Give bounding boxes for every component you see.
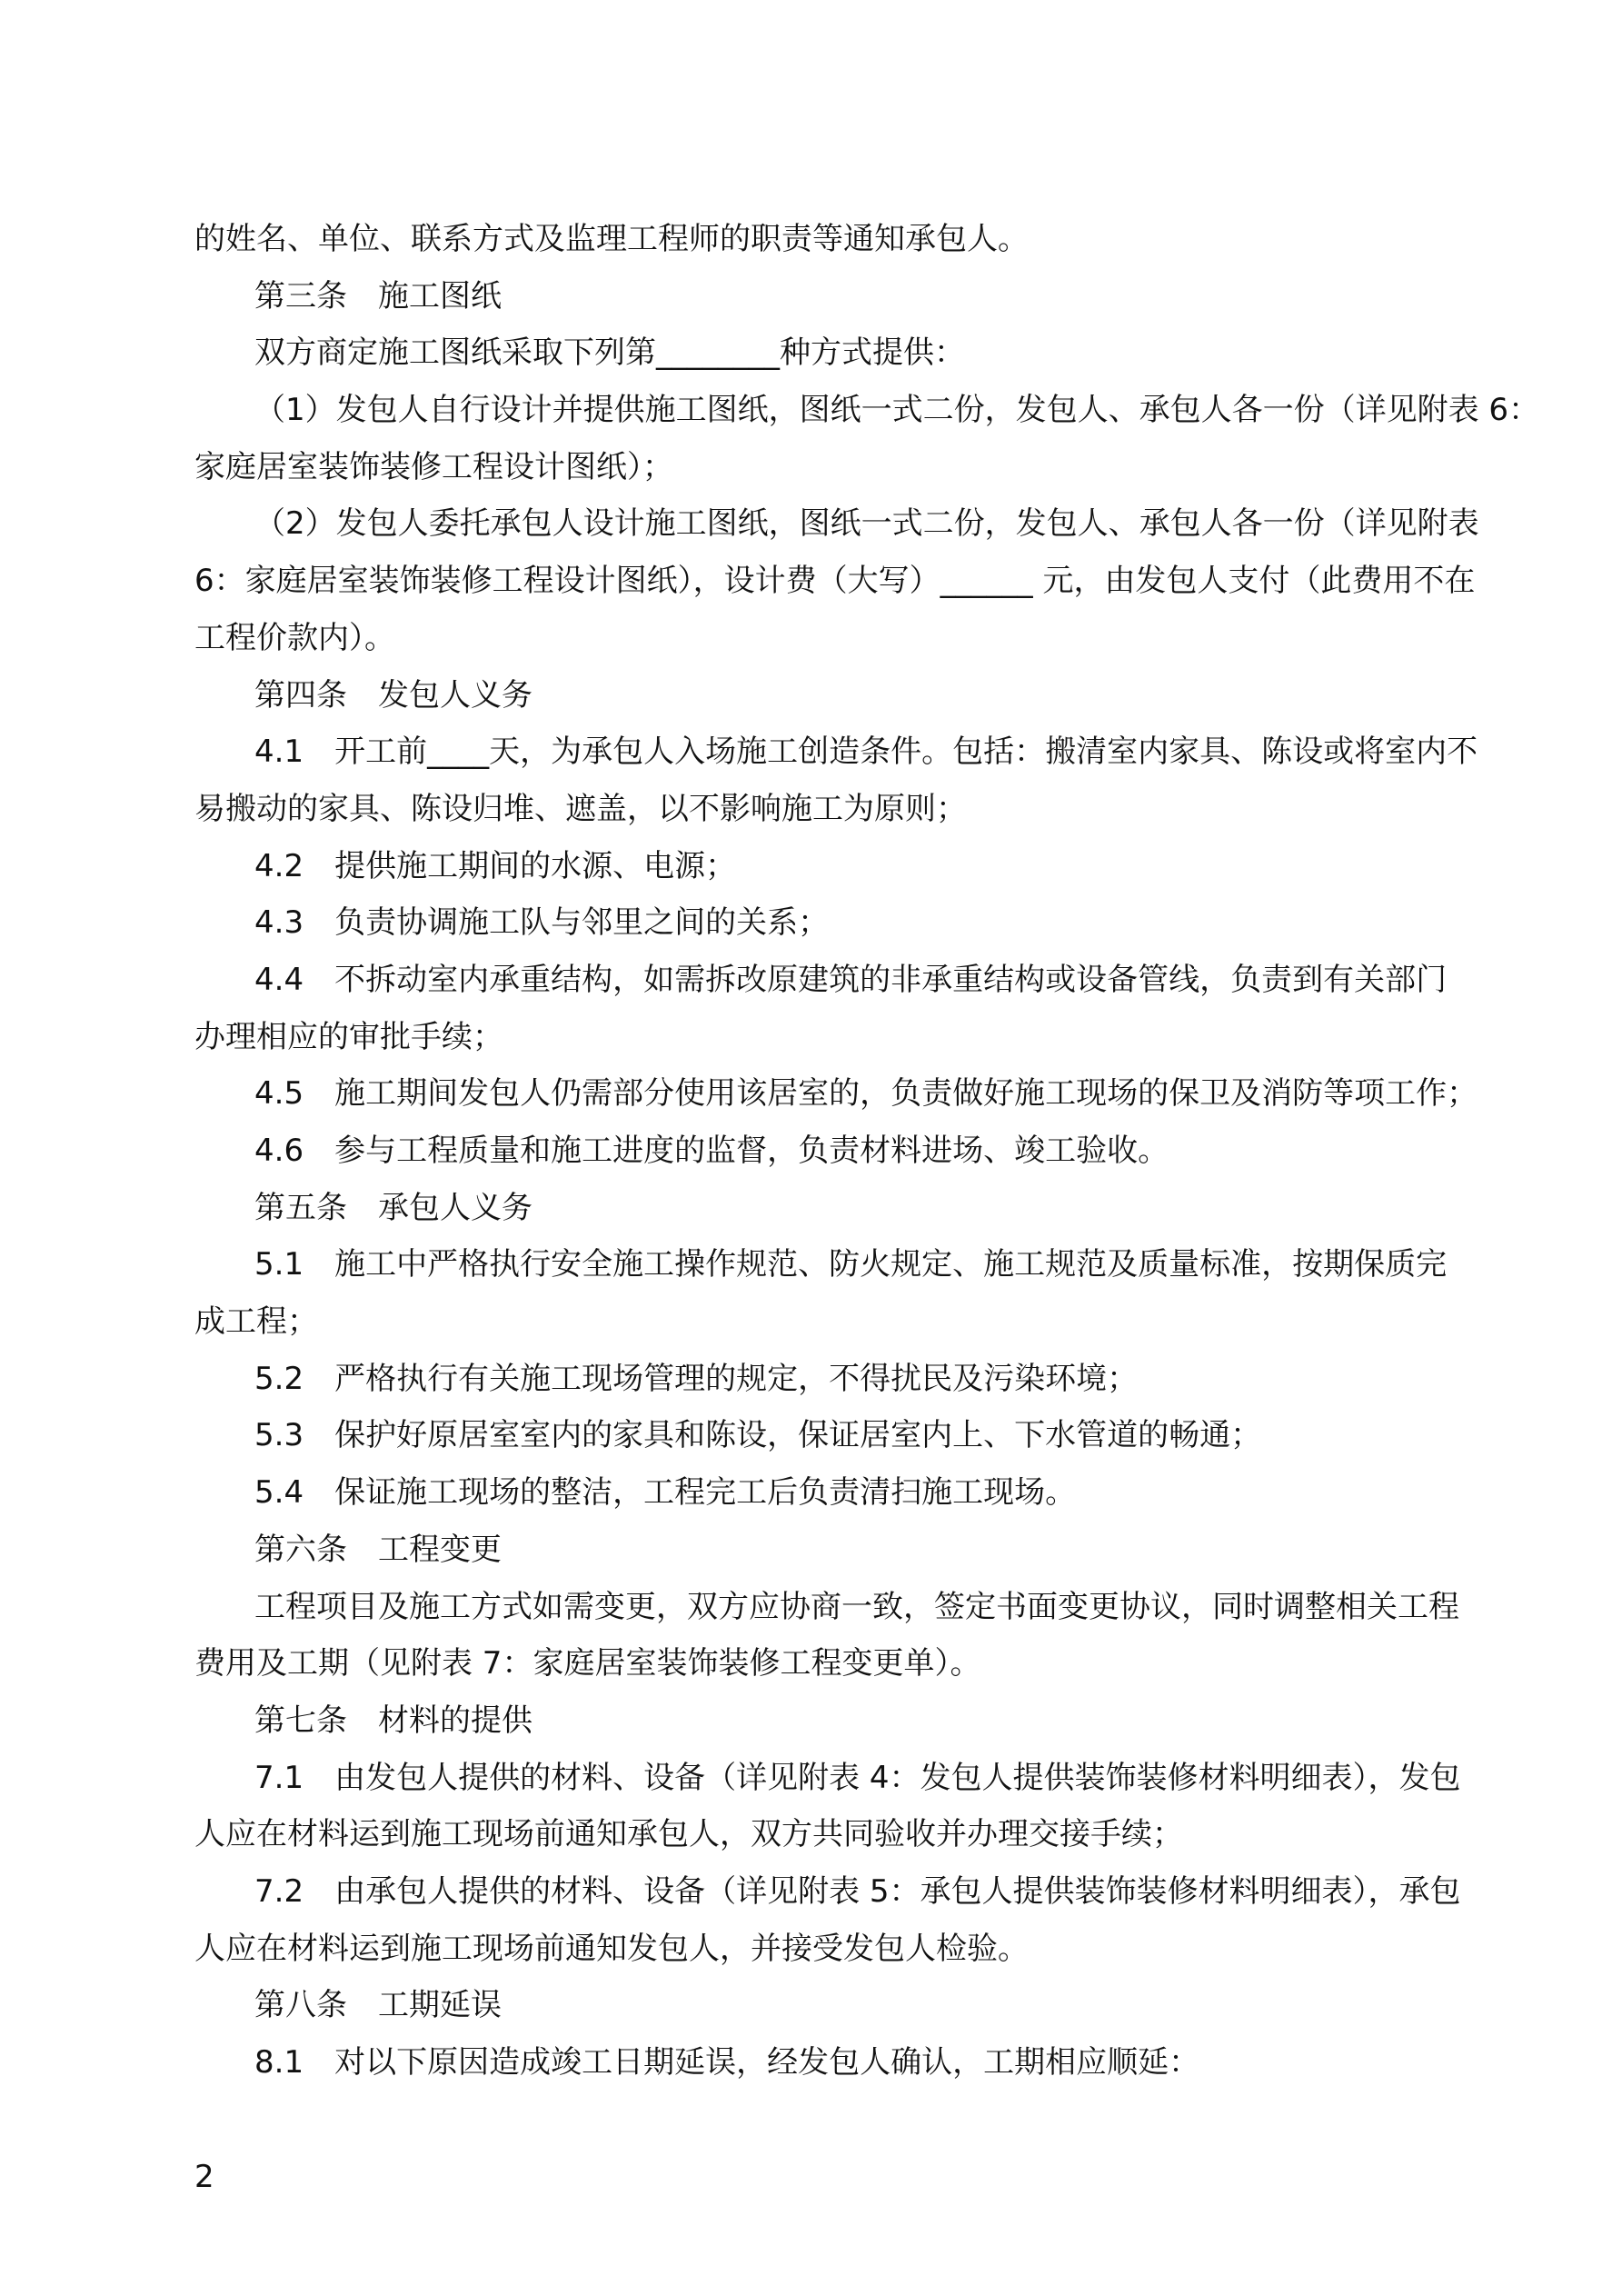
text-line: 4.6 参与工程质量和施工进度的监督，负责材料进场、竣工验收。 <box>254 1133 1169 1169</box>
text-line: 4.3 负责协调施工队与邻里之间的关系； <box>254 904 830 942</box>
text-line: 第五条 承包人义务 <box>254 1189 532 1226</box>
text-line: 易搬动的家具、陈设归堆、遮盖，以不影响施工为原则； <box>194 790 967 827</box>
text-line: 4.2 提供施工期间的水源、电源； <box>254 847 737 884</box>
text-line: 工程价款内）。 <box>194 619 395 656</box>
text-line: 4.4 不拆动室内承重结构，如需拆改原建筑的非承重结构或设备管线，负责到有关部门 <box>254 961 1448 998</box>
text-line: 第三条 施工图纸 <box>254 277 502 314</box>
text-line: 7.2 由承包人提供的材料、设备（详见附表 5：承包人提供装饰装修材料明细表），承包 <box>254 1872 1461 1910</box>
text-line: 4.1 开工前____天，为承包人入场施工创造条件。包括：搬清室内家具、陈设或将室内不 <box>254 734 1478 771</box>
page-number: 2 <box>194 2159 214 2195</box>
text-line: 第八条 工期延误 <box>254 1987 502 2024</box>
text-line: 人应在材料运到施工现场前通知发包人，并接受发包人检验。 <box>194 1930 1029 1967</box>
text-line: 双方商定施工图纸采取下列第________种方式提供： <box>254 334 965 372</box>
text-line: 第六条 工程变更 <box>254 1531 502 1568</box>
text-line: （2）发包人委托承包人设计施工图纸，图纸一式二份，发包人、承包人各一份（详见附表 <box>254 505 1479 543</box>
text-line: 7.1 由发包人提供的材料、设备（详见附表 4：发包人提供装饰装修材料明细表），发包 <box>254 1759 1461 1796</box>
text-line: 第四条 发包人义务 <box>254 676 532 714</box>
text-line: 办理相应的审批手续； <box>194 1018 503 1055</box>
text-line: 5.1 施工中严格执行安全施工操作规范、防火规定、施工规范及质量标准，按期保质完 <box>254 1246 1448 1283</box>
text-line: 工程项目及施工方式如需变更，双方应协商一致，签定书面变更协议，同时调整相关工程 <box>254 1588 1459 1625</box>
text-line: 家庭居室装饰装修工程设计图纸）； <box>194 448 673 485</box>
text-line: 费用及工期（见附表 7：家庭居室装饰装修工程变更单）。 <box>194 1645 981 1682</box>
text-line: 6：家庭居室装饰装修工程设计图纸），设计费（大写）______ 元，由发包人支付（此费用不在 <box>194 563 1476 600</box>
text-line: 成工程； <box>194 1303 318 1341</box>
text-line: 人应在材料运到施工现场前通知承包人，双方共同验收并办理交接手续； <box>194 1816 1183 1853</box>
text-line: （1）发包人自行设计并提供施工图纸，图纸一式二份，发包人、承包人各一份（详见附表 6： <box>254 392 1540 429</box>
text-line: 8.1 对以下原因造成竣工日期延误，经发包人确认，工期相应顺延： <box>254 2044 1200 2081</box>
text-line: 4.5 施工期间发包人仍需部分使用该居室的，负责做好施工现场的保卫及消防等项工作； <box>254 1075 1478 1113</box>
text-line: 的姓名、单位、联系方式及监理工程师的职责等通知承包人。 <box>194 221 1029 257</box>
document-body <box>194 211 1540 2091</box>
text-line: 第七条 材料的提供 <box>254 1702 532 1739</box>
text-line: 5.3 保护好原居室室内的家具和陈设，保证居室内上、下水管道的畅通； <box>254 1417 1262 1454</box>
text-line: 5.4 保证施工现场的整洁，工程完工后负责清扫施工现场。 <box>254 1474 1077 1512</box>
text-line: 5.2 严格执行有关施工现场管理的规定，不得扰民及污染环境； <box>254 1360 1139 1397</box>
